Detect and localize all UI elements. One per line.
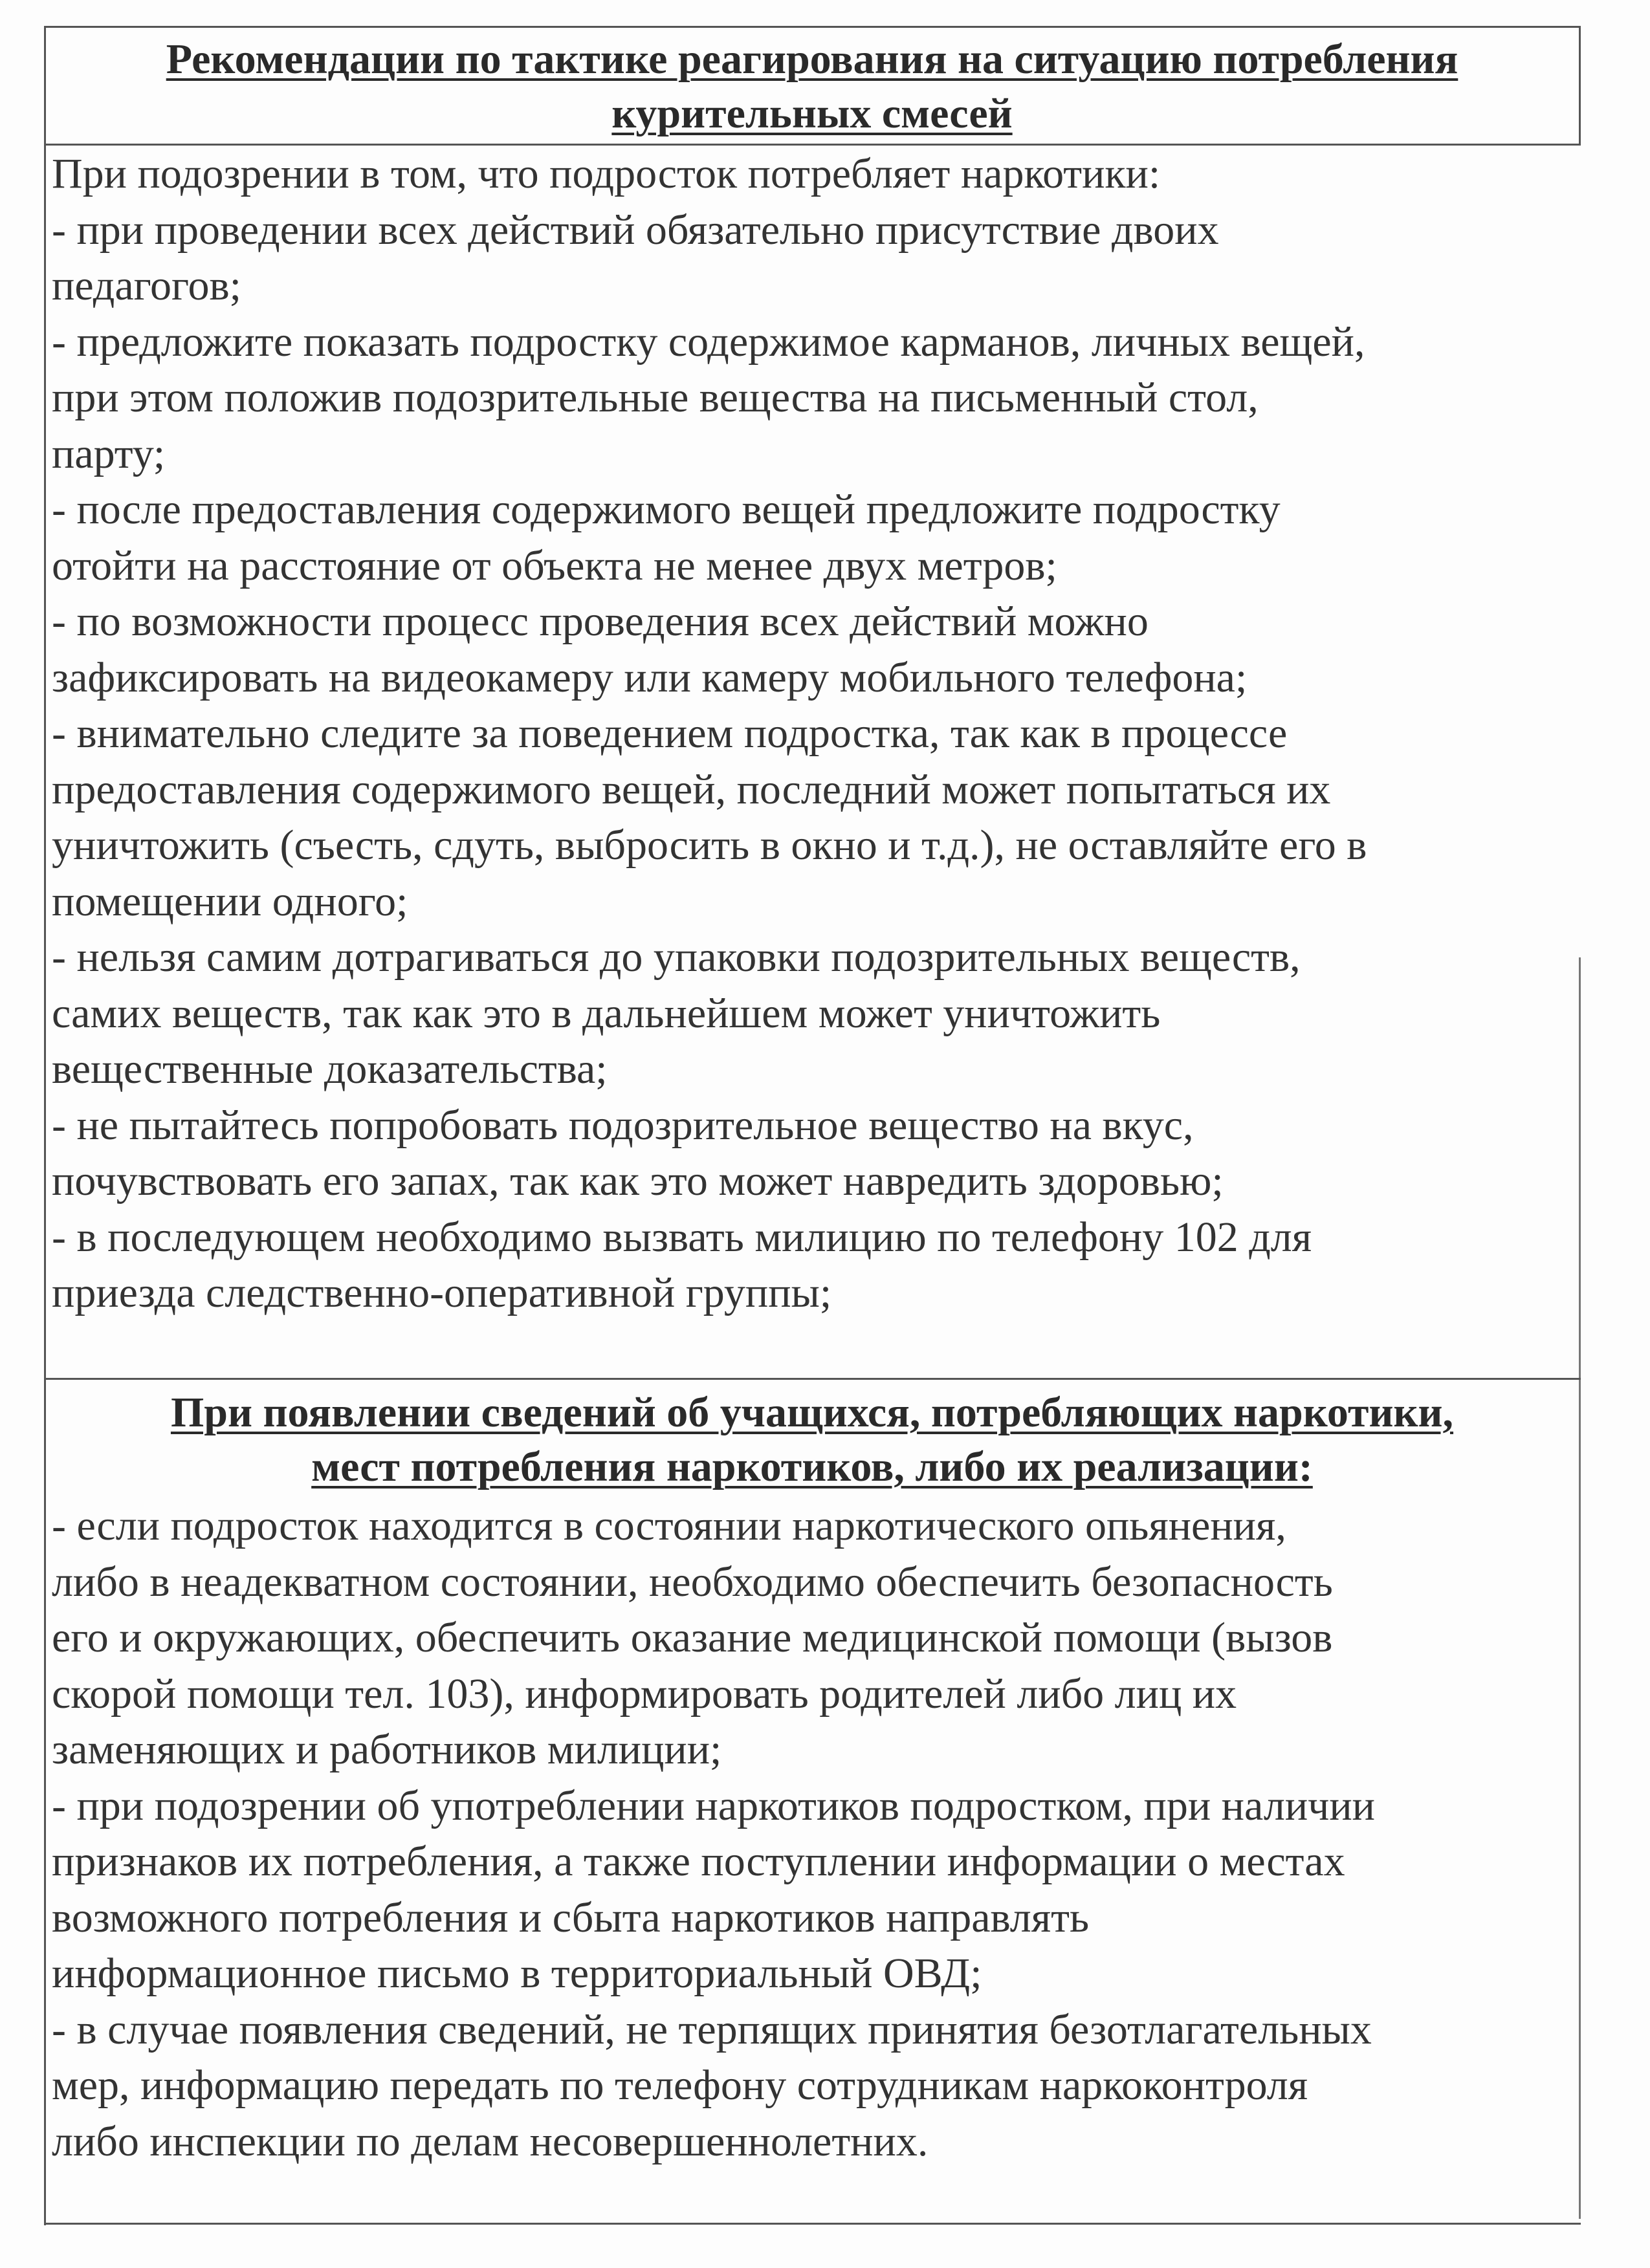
text-line: зафиксировать на видеокамеру или камеру мобильного телефона;: [52, 653, 1248, 701]
text-line: - если подросток находится в состоянии наркотического опьянения,: [52, 1502, 1286, 1549]
section1-title-line: курительных смесей: [611, 90, 1013, 137]
section1-title: [52, 32, 1572, 141]
text-line: мер, информацию передать по телефону сотрудникам наркоконтроля: [52, 2062, 1308, 2109]
text-line: возможного потребления и сбыта наркотиков направлять: [52, 1893, 1090, 1941]
table-top-border: [44, 26, 1581, 28]
text-line: либо инспекции по делам несовершеннолетних.: [52, 2117, 929, 2165]
table-left-border: [44, 26, 46, 2225]
text-line: либо в неадекватном состоянии, необходимо обеспечить безопасность: [52, 1558, 1333, 1606]
text-line: предоставления содержимого вещей, последний может попытаться их: [52, 765, 1331, 813]
text-line: - в случае появления сведений, не терпящих принятия безотлагательных: [52, 2005, 1372, 2053]
section-separator-line: [44, 1378, 1581, 1380]
table-right-border-top: [1579, 26, 1581, 146]
section2-title-line: При появлении сведений об учащихся, потребляющих наркотики,: [170, 1389, 1454, 1436]
title-separator-line: [44, 144, 1581, 146]
text-line: информационное письмо в территориальный ОВД;: [52, 1950, 982, 1997]
text-line: - внимательно следите за поведением подростка, так как в процессе: [52, 710, 1288, 757]
section2-title: [52, 1386, 1572, 1494]
text-line: - по возможности процесс проведения всех действий можно: [52, 598, 1149, 645]
section1-body: [52, 146, 1585, 1322]
text-line: уничтожить (съесть, сдуть, выбросить в окно и т.д.), не оставляйте его в: [52, 822, 1367, 869]
text-line: парту;: [52, 430, 166, 477]
text-line: - при проведении всех действий обязательно присутствие двоих: [52, 206, 1219, 254]
text-line: - при подозрении об употреблении наркотиков подростком, при наличии: [52, 1782, 1375, 1829]
text-line: его и окружающих, обеспечить оказание медицинской помощи (вызов: [52, 1614, 1333, 1661]
table-bottom-border: [44, 2223, 1581, 2225]
text-line: - нельзя самим дотрагиваться до упаковки подозрительных веществ,: [52, 933, 1301, 981]
text-line: отойти на расстояние от объекта не менее двух метров;: [52, 541, 1057, 589]
text-line: - предложите показать подростку содержимое карманов, личных вещей,: [52, 318, 1365, 365]
text-line: - в последующем необходимо вызвать милицию по телефону 102 для: [52, 1213, 1312, 1261]
text-line: скорой помощи тел. 103), информировать родителей либо лиц их: [52, 1670, 1237, 1717]
text-line: самих веществ, так как это в дальнейшем может уничтожить: [52, 989, 1161, 1037]
text-line: признаков их потребления, а также поступлении информации о местах: [52, 1838, 1345, 1885]
section2-body: [52, 1498, 1585, 2170]
text-line: вещественные доказательства;: [52, 1045, 608, 1093]
section2-title-line: мест потребления наркотиков, либо их реализации:: [311, 1443, 1313, 1490]
text-line: - не пытайтесь попробовать подозрительное вещество на вкус,: [52, 1101, 1194, 1149]
text-line: заменяющих и работников милиции;: [52, 1726, 722, 1773]
text-line: педагогов;: [52, 262, 241, 309]
text-line: помещении одного;: [52, 877, 408, 925]
text-line: - после предоставления содержимого вещей предложите подростку: [52, 486, 1281, 533]
text-line: приезда следственно-оперативной группы;: [52, 1269, 832, 1316]
text-line: почувствовать его запах, так как это может навредить здоровью;: [52, 1157, 1224, 1205]
text-line: при этом положив подозрительные вещества на письменный стол,: [52, 374, 1259, 421]
section1-title-line: Рекомендации по тактике реагирования на ситуацию потребления: [166, 36, 1458, 83]
text-line: При подозрении в том, что подросток потребляет наркотики:: [52, 150, 1161, 197]
